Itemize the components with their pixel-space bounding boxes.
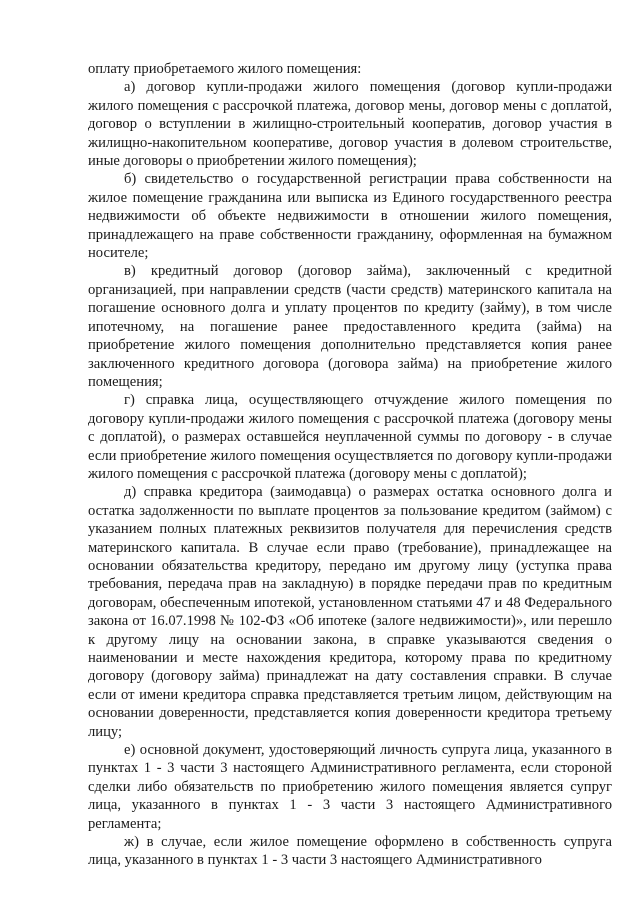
paragraph-item-v: в) кредитный договор (договор займа), заключенный с кредитной организацией, при направлении средств (части средств) материнского капитала на погашение основного долга и уплату процентов по кредиту (займу), в том числе ипотечному, на погашение ранее предоставленного кредита (займа) на приобретение жилого помещения дополнительно представляется копия ранее заключенного кредитного договора (договора займа) на приобретение жилого помещения; bbox=[88, 263, 612, 390]
paragraph-item-b: б) свидетельство о государственной регистрации права собственности на жилое помещение гражданина или выписка из Единого государственного реестра недвижимости об объекте недвижимости в отношении жилого помещения, принадлежащего на праве собственности гражданину, оформленная на бумажном носителе; bbox=[88, 171, 612, 262]
paragraph-item-a: а) договор купли-продажи жилого помещения (договор купли-продажи жилого помещения с рассрочкой платежа, договор мены, договор мены с доплатой, договор о вступлении в жилищно-строительный кооператив, договор участия в жилищно-накопительном кооперативе, договор участия в долевом строительстве, иные договоры о приобретении жилого помещения); bbox=[88, 79, 612, 170]
document-page bbox=[88, 60, 612, 870]
paragraph-intro: оплату приобретаемого жилого помещения: bbox=[88, 61, 362, 77]
paragraph-item-e: е) основной документ, удостоверяющий личность супруга лица, указанного в пунктах 1 - 3 части 3 настоящего Административного регламента, если стороной сделки либо обязательств по приобретению жилого помещения является супруг лица, указанного в пунктах 1 - 3 части 3 настоящего Административного регламента; bbox=[88, 742, 612, 832]
paragraph-item-zh: ж) в случае, если жилое помещение оформлено в собственность супруга лица, указанного в пунктах 1 - 3 части 3 настоящего Административного bbox=[88, 834, 612, 869]
paragraph-item-d: д) справка кредитора (заимодавца) о размерах остатка основного долга и остатка задолженности по выплате процентов за пользование кредитом (займом) с указанием полных платежных реквизитов получателя для перечисления средств материнского капитала. В случае если право (требование), принадлежащее на основании обязательства кредитору, передано им другому лицу (уступка права требования, передача прав на закладную) в порядке передачи прав по кредитным договорам, обеспеченным ипотекой, установленном статьями 47 и 48 Федерального закона от 16.07.1998 № 102-ФЗ «Об ипотеке (залоге недвижимости)», или перешло к другому лицу на основании закона, в справке указываются сведения о наименовании и месте нахождения кредитора, которому права по кредитному договору (договору займа) принадлежат на дату составления справки. В случае если от имени кредитора справка представляется третьим лицом, действующим на основании доверенности, представляется копия доверенности кредитора третьему лицу; bbox=[88, 484, 612, 740]
paragraph-item-g: г) справка лица, осуществляющего отчуждение жилого помещения по договору купли-продажи жилого помещения с рассрочкой платежа (договору мены с доплатой), о размерах оставшейся неуплаченной суммы по договору - в случае если приобретение жилого помещения осуществляется по договору купли-продажи жилого помещения с рассрочкой платежа (договору мены с доплатой); bbox=[88, 392, 612, 482]
